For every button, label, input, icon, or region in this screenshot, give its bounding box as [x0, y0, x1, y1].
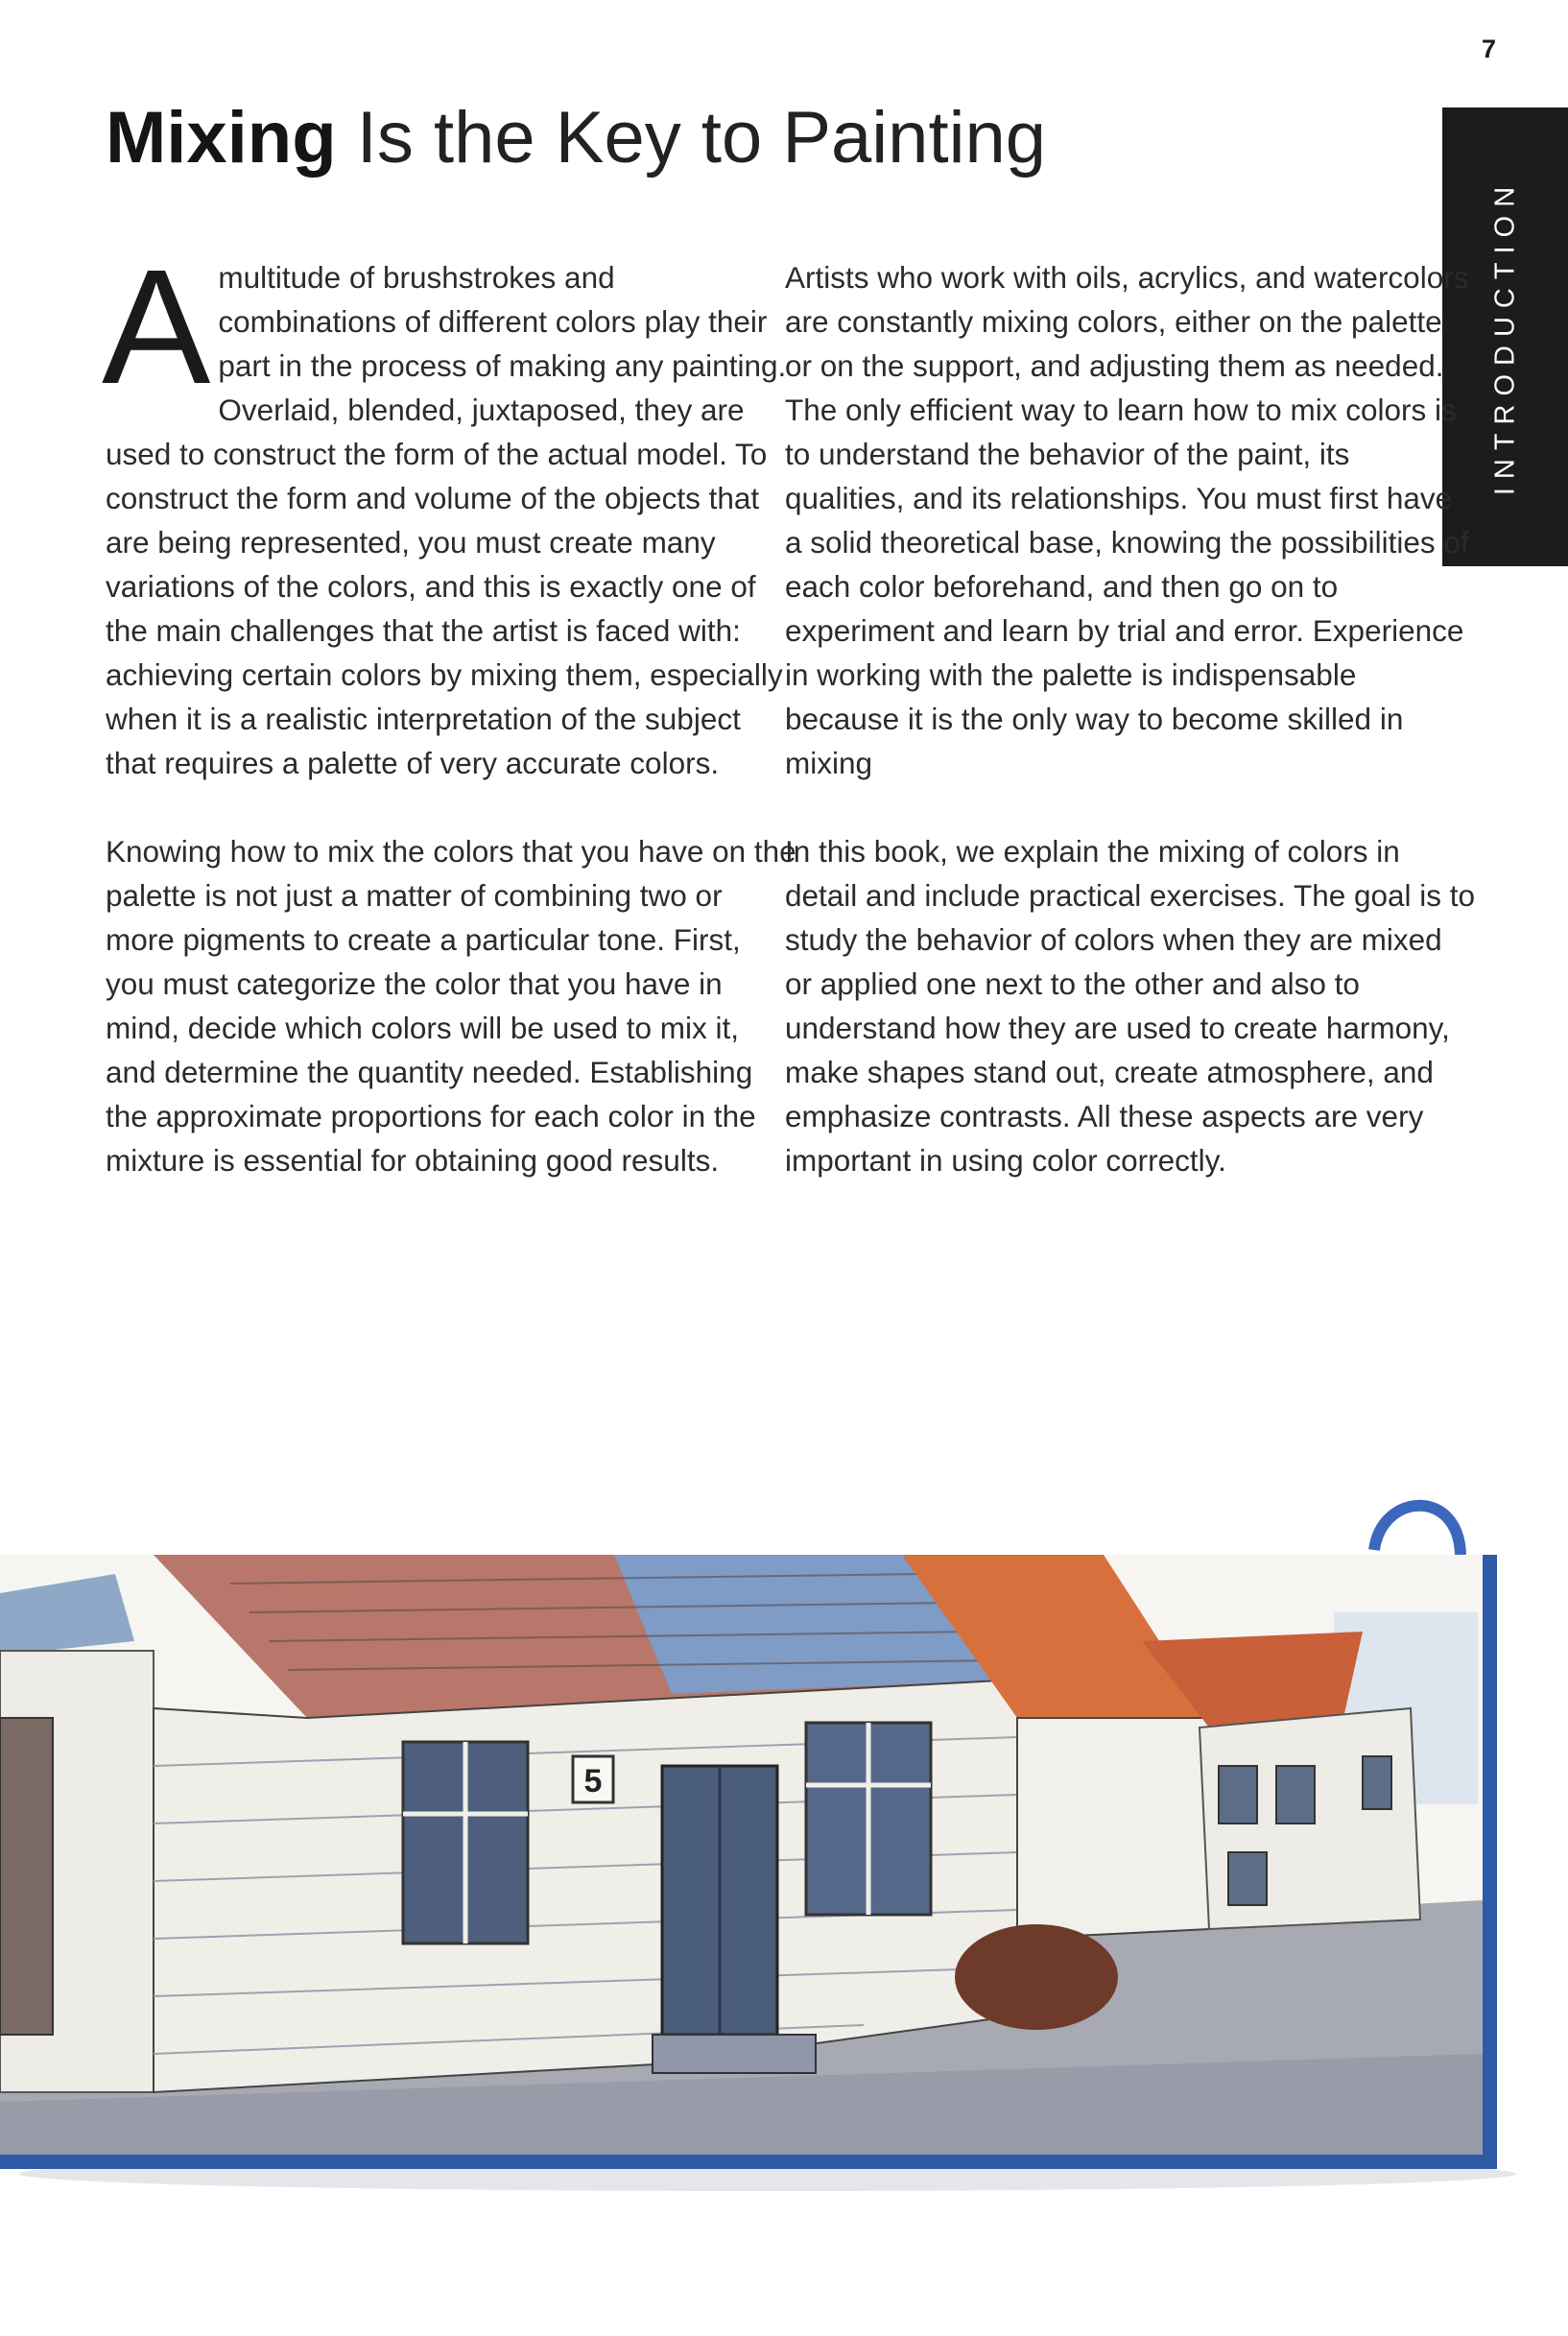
orange-house-wall	[1017, 1718, 1209, 1939]
far-window-4	[1363, 1756, 1391, 1809]
page-title	[106, 96, 1046, 179]
house-number: 5	[583, 1763, 603, 1800]
title-rest: Is the Key to Painting	[336, 97, 1046, 179]
left-paragraph-1-text: multitude of brushstrokes and combinations of different colors play their part in the process of making any painting. Overlaid, blended, juxtaposed, they are used to construct the form of the actual model. To construct the form and volume of the objects that are being represented, you must create many variations of the colors, and this is exactly one of the main challenges that the artist is faced with: achieving certain colors by mixing them, especially when it is a realistic interpretation of the subject that requires a palette of very accurate colors.	[106, 260, 787, 780]
page-number: 7	[1482, 35, 1497, 63]
drop-cap: A	[102, 236, 211, 418]
door-steps	[653, 2035, 816, 2073]
far-window-2	[1276, 1766, 1315, 1824]
far-window-1	[1219, 1766, 1257, 1824]
far-window-3	[1228, 1852, 1267, 1905]
left-paragraph-2: Knowing how to mix the colors that you have on the palette is not just a matter of combining two or more pigments to create a particular tone. First, you must categorize the color that you have in mind, decide which colors will be used to mix it, and determine the quantity needed. Establishing the approximate proportions for each color in the mixture is essential for obtaining good results.	[106, 834, 796, 1178]
bush	[955, 1924, 1118, 2030]
sketchbook-illustration	[0, 1478, 1568, 2198]
title-strong: Mixing	[106, 97, 337, 179]
left-door	[0, 1718, 53, 2035]
left-column	[102, 236, 796, 1227]
right-paragraph-1: Artists who work with oils, acrylics, and watercolors are constantly mixing colors, either on the palette or on the support, and adjusting them as needed. The only efficient way to learn how to mix colors is to understand the behavior of the paint, its qualities, and its relationships. You must first have a solid theoretical base, knowing the possibilities of each color beforehand, and then go on to experiment and learn by trial and error. Experience in working with the palette is indispensable because it is the only way to become skilled in mixing	[785, 260, 1469, 780]
right-paragraph-2: In this book, we explain the mixing of colors in detail and include practical exercises. The goal is to study the behavior of colors when they are mixed or applied one next to the other and also to understand how they are used to create harmony, make shapes stand out, create atmosphere, and emphasize contrasts. All these aspects are very important in using color correctly.	[785, 834, 1476, 1178]
right-column	[785, 255, 1476, 1227]
section-tab-label: INTRODUCTION	[1489, 178, 1520, 496]
ribbon-bookmark	[1374, 1506, 1461, 1555]
left-paragraph-1	[102, 236, 796, 785]
